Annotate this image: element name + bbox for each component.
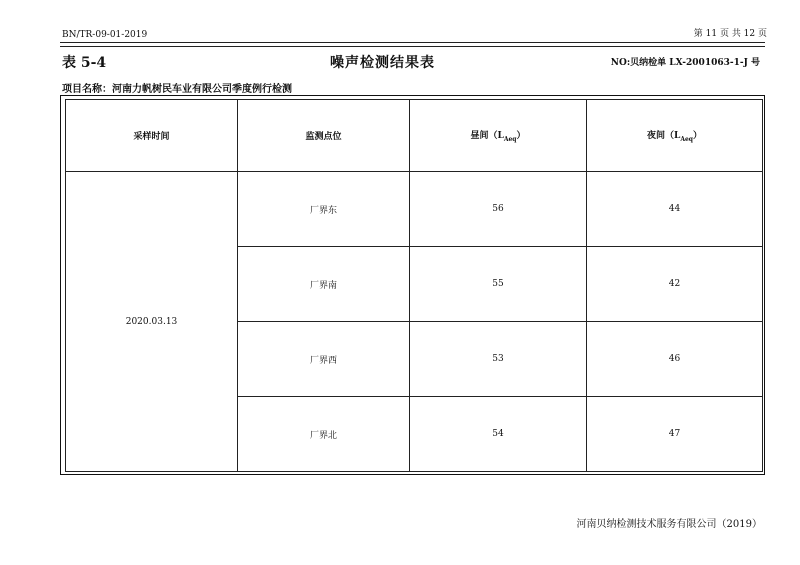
doc-code: BN/TR-09-01-2019 (62, 30, 148, 40)
footer-company: 河南贝纳检测技术服务有限公司（2019） (576, 519, 762, 530)
table-header-row (66, 100, 763, 172)
point-cell: 厂界北 (238, 397, 410, 472)
day-value-cell: 55 (410, 247, 587, 322)
night-value-cell: 42 (587, 247, 763, 322)
point-cell: 厂界南 (238, 247, 410, 322)
point-cell: 厂界东 (238, 172, 410, 247)
project-name: 项目名称：河南力帆树民车业有限公司季度例行检测 (62, 84, 292, 95)
header-nighttime: 夜间$(L_{Aeq})$ (587, 100, 763, 172)
header-daytime: 昼间$(L_{Aeq})$ (410, 100, 587, 172)
table-title: 噪声检测结果表 (330, 55, 435, 71)
night-value-cell: 44 (587, 172, 763, 247)
header-rule-bottom (60, 46, 765, 47)
night-value-cell: 47 (587, 397, 763, 472)
day-value-cell: 53 (410, 322, 587, 397)
sampling-date-cell: 2020.03.13 (66, 172, 238, 472)
night-value-cell: 46 (587, 322, 763, 397)
noise-results-table (65, 99, 763, 472)
table-number: 表 5-4 (62, 55, 107, 71)
point-cell: 厂界西 (238, 322, 410, 397)
header-rule-top (60, 42, 765, 43)
header-sampling-time: 采样时间 (66, 100, 238, 172)
table-row (66, 172, 763, 247)
header-monitoring-point: 监测点位 (238, 100, 410, 172)
day-value-cell: 56 (410, 172, 587, 247)
report-number: NO:贝纳检单 LX-2001063-1-J 号 (610, 58, 760, 68)
page-info: 第 11 页 共 12 页 (693, 29, 767, 39)
day-value-cell: 54 (410, 397, 587, 472)
